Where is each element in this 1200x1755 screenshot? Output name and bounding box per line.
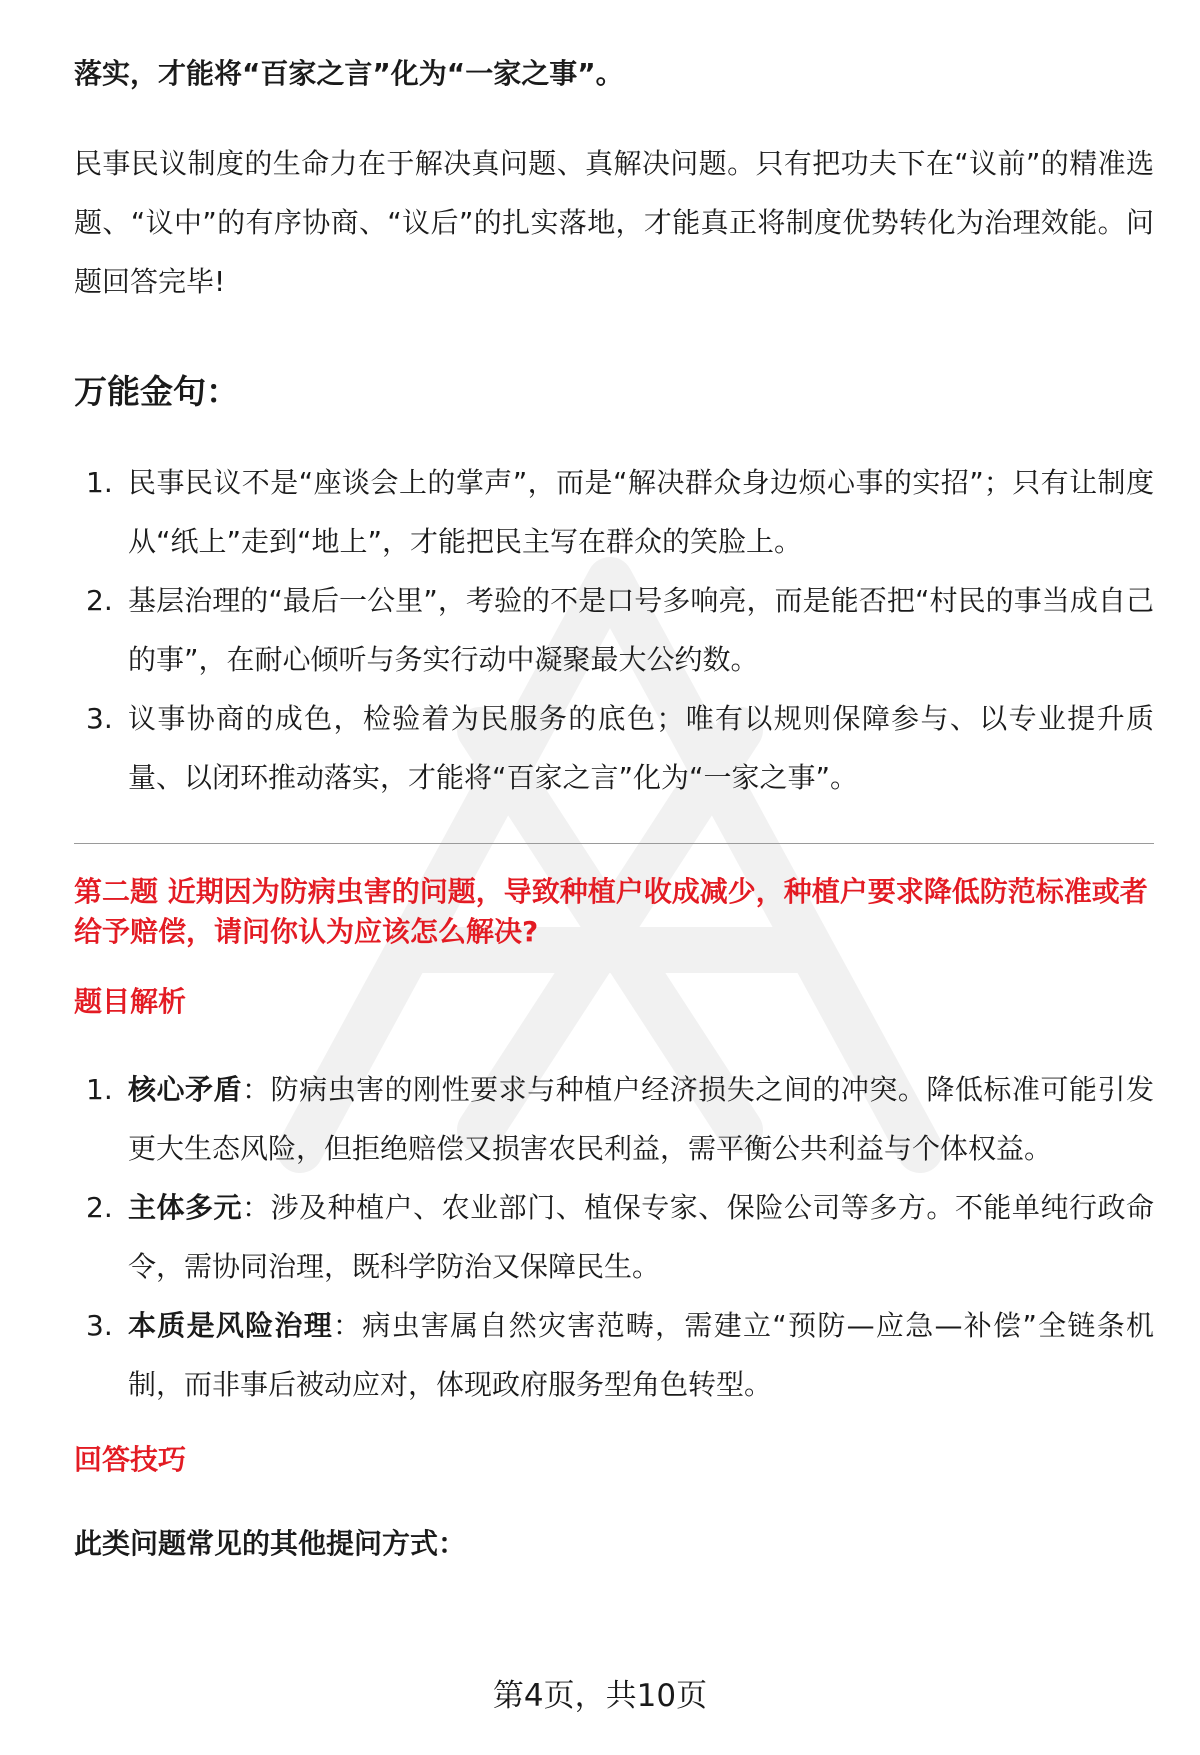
list-number: 3. — [86, 702, 113, 735]
list-text: ：防病虫害的刚性要求与种植户经济损失之间的冲突。降低标准可能引发更大生态风险，但拒绝赔偿又损害农民利益，需平衡公共利益与个体权益。 — [128, 1073, 1154, 1165]
list-term: 核心矛盾 — [128, 1073, 243, 1106]
other-questions-heading: 此类问题常见的其他提问方式： — [74, 1527, 467, 1560]
list-text: 基层治理的“最后一公里”，考验的不是口号多响亮，而是能否把“村民的事当成自己的事”，在耐心倾听与务实行动中凝聚最大公约数。 — [128, 584, 1154, 676]
list-term: 主体多元 — [128, 1191, 243, 1224]
analysis-heading: 题目解析 — [74, 985, 187, 1018]
list-number: 1. — [86, 466, 113, 499]
intro-line: 落实，才能将“百家之言”化为“一家之事”。 — [74, 57, 624, 90]
list-text: 民事民议不是“座谈会上的掌声”，而是“解决群众身边烦心事的实招”；只有让制度从“纸上”走到“地上”，才能把民主写在群众的笑脸上。 — [128, 466, 1154, 558]
list-item — [74, 1060, 1154, 1178]
list-number: 2. — [86, 584, 113, 617]
list-number: 2. — [86, 1191, 113, 1224]
page-footer: 第4页，共10页 — [492, 1678, 708, 1714]
summary-paragraph: 民事民议制度的生命力在于解决真问题、真解决问题。只有把功夫下在“议前”的精准选题、“议中”的有序协商、“议后”的扎实落地，才能真正将制度优势转化为治理效能。问题回答完毕! — [74, 147, 1154, 298]
golden-sentences-list — [74, 453, 1154, 807]
list-number: 1. — [86, 1073, 113, 1106]
list-item — [74, 453, 1154, 571]
list-item — [74, 571, 1154, 689]
list-term: 本质是风险治理 — [128, 1309, 333, 1342]
list-text: ：涉及种植户、农业部门、植保专家、保险公司等多方。不能单纯行政命令，需协同治理，既科学防治又保障民生。 — [128, 1191, 1154, 1283]
list-number: 3. — [86, 1309, 113, 1342]
question-2-title: 第二题 近期因为防病虫害的问题，导致种植户收成减少，种植户要求降低防范标准或者给予赔偿，请问你认为应该怎么解决? — [74, 875, 1148, 948]
golden-sentences-heading: 万能金句： — [74, 372, 239, 411]
analysis-list — [74, 1060, 1154, 1414]
tips-heading: 回答技巧 — [74, 1443, 187, 1476]
section-divider — [74, 843, 1154, 844]
list-item — [74, 689, 1154, 807]
list-item — [74, 1296, 1154, 1414]
list-text: 议事协商的成色，检验着为民服务的底色；唯有以规则保障参与、以专业提升质量、以闭环推动落实，才能将“百家之言”化为“一家之事”。 — [128, 702, 1154, 794]
list-item — [74, 1178, 1154, 1296]
page-content — [74, 52, 1154, 1566]
list-text: ：病虫害属自然灾害范畴，需建立“预防—应急—补偿”全链条机制，而非事后被动应对，体现政府服务型角色转型。 — [128, 1309, 1154, 1401]
